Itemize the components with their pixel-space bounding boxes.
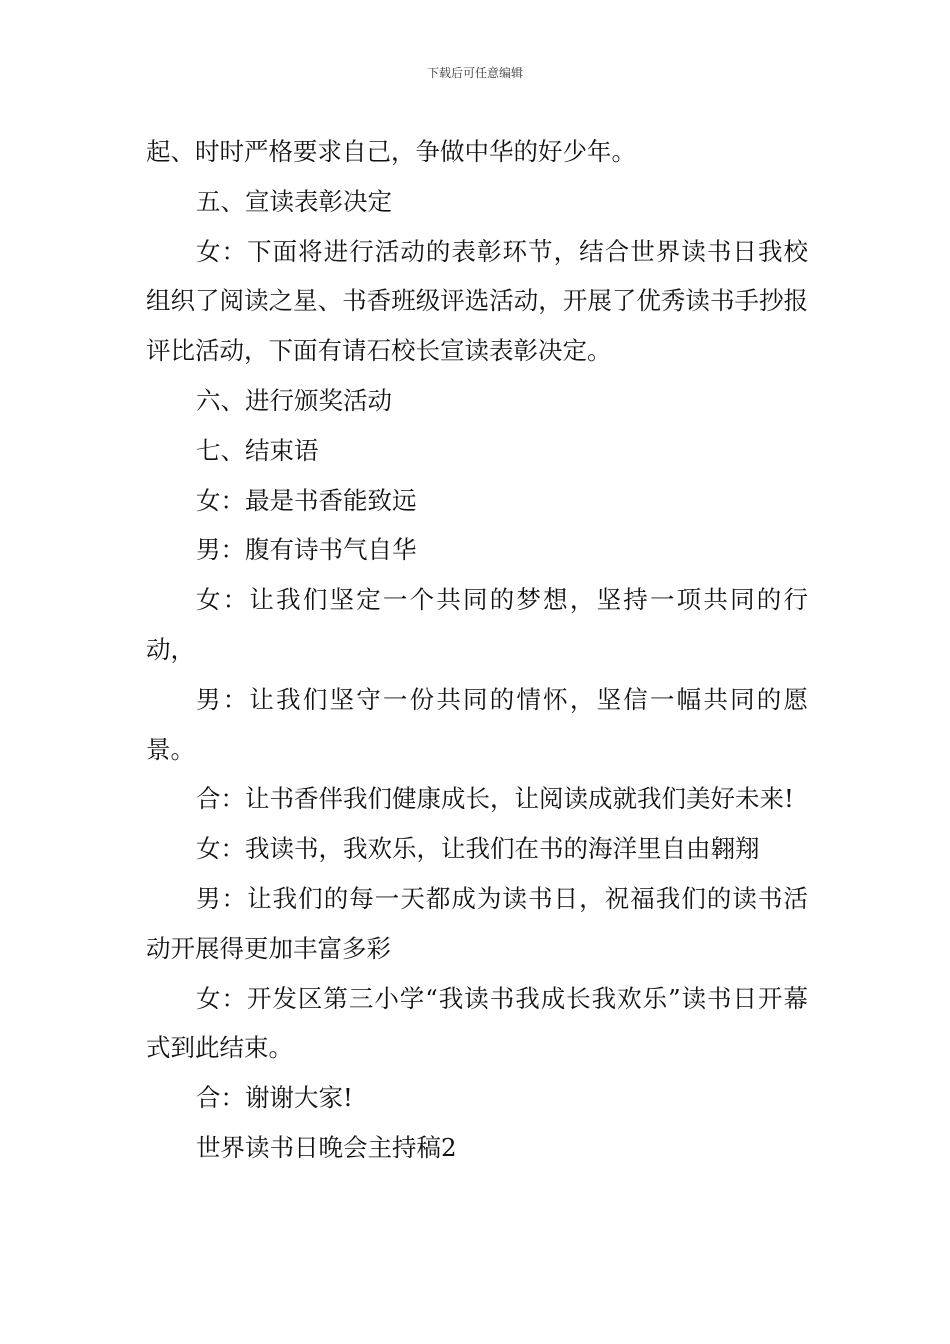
paragraph-1: 起、时时严格要求自己，争做中华的好少年。	[146, 137, 636, 166]
section-heading-5: 五、宣读表彰决定	[196, 186, 392, 216]
document-subtitle: 世界读书日晚会主持稿2	[196, 1132, 457, 1162]
paragraph-12: 男：让我们的每一天都成为读书日，祝福我们的读书活动开展得更加丰富多彩	[146, 883, 808, 963]
paragraph-7: 男：腹有诗书气自华	[196, 535, 417, 565]
paragraph-11: 女：我读书，我欢乐，让我们在书的海洋里自由翱翔	[196, 834, 760, 864]
paragraph-8: 女：让我们坚定一个共同的梦想，坚持一项共同的行动，	[146, 585, 808, 664]
paragraph-6: 女：最是书香能致远	[196, 485, 417, 515]
paragraph-14: 合：谢谢大家!	[196, 1083, 353, 1113]
paragraph-13: 女：开发区第三小学“我读书我成长我欢乐”读书日开幕式到此结束。	[146, 983, 808, 1063]
section-heading-6: 六、进行颁奖活动	[196, 385, 392, 415]
paragraph-9: 男：让我们坚守一份共同的情怀，坚信一幅共同的愿景。	[146, 684, 808, 764]
paragraph-10: 合：让书香伴我们健康成长，让阅读成就我们美好未来!	[196, 784, 794, 814]
paragraph-3: 女：下面将进行活动的表彰环节，结合世界读书日我校组织了阅读之星、书香班级评选活动，开展了优秀读书手抄报评比活动，下面有请石校长宣读表彰决定。	[146, 236, 808, 366]
section-heading-7: 七、结束语	[196, 435, 319, 465]
page-header: 下载后可任意编辑	[426, 66, 523, 80]
document-body	[146, 127, 808, 1173]
